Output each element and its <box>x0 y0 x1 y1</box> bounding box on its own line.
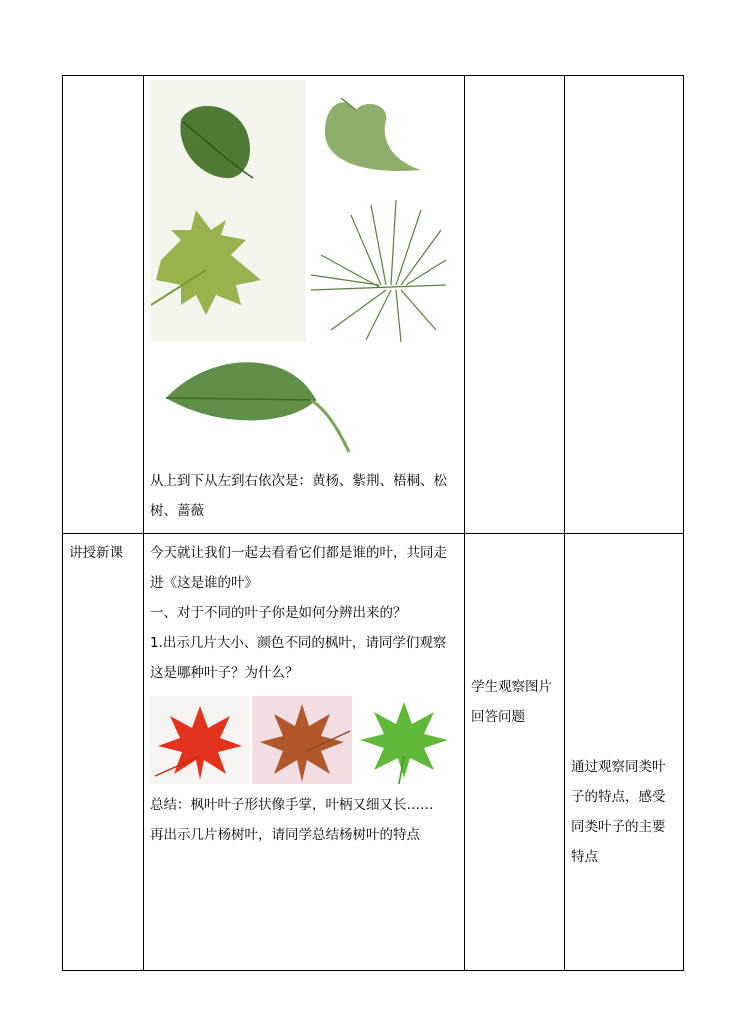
content-line: 一、对于不同的叶子你是如何分辨出来的？ <box>150 605 407 621</box>
rose-leaf-icon <box>166 362 349 452</box>
content-line: 今天就让我们一起去看看它们都是谁的叶，共同走 <box>150 545 447 561</box>
stage-cell-empty <box>63 76 144 534</box>
content-line: 这是哪种叶子？为什么？ <box>150 665 299 681</box>
stage-cell <box>63 534 144 971</box>
summary-line: 再出示几片杨树叶，请同学总结杨树叶的特点 <box>150 827 420 843</box>
design-intent-line: 子的特点，感受 <box>571 789 666 805</box>
maple-leaf-images <box>150 696 458 784</box>
pine-needles-icon <box>311 200 446 342</box>
lesson-plan-table <box>62 75 684 971</box>
student-cell-empty <box>465 76 565 534</box>
intent-cell-empty <box>565 76 684 534</box>
student-activity-line: 学生观察图片 <box>471 679 552 695</box>
autumn-maple-leaf-icon <box>252 696 352 784</box>
content-cell <box>144 534 465 971</box>
table-row <box>63 534 684 971</box>
red-maple-leaf-icon <box>150 696 250 784</box>
leaf-image-collage <box>151 80 451 460</box>
content-line: 1.出示几片大小、颜色不同的枫叶，请同学们观察 <box>150 635 447 651</box>
content-cell-leaves <box>144 76 465 534</box>
redbud-leaf-icon <box>325 98 421 171</box>
design-intent-line: 特点 <box>571 849 598 865</box>
green-maple-leaf-icon <box>354 696 454 784</box>
content-line: 进《这是谁的叶》 <box>150 575 258 591</box>
design-intent-cell <box>565 534 684 971</box>
leaf-collage-svg <box>151 80 451 460</box>
image-caption-line: 从上到下从左到右依次是：黄杨、紫荆、梧桐、松 <box>150 473 447 489</box>
stage-label: 讲授新课 <box>69 545 123 561</box>
design-intent-line: 同类叶子的主要 <box>571 819 666 835</box>
student-activity-cell <box>465 534 565 971</box>
student-activity-line: 回答问题 <box>471 709 525 725</box>
design-intent-line: 通过观察同类叶 <box>571 759 666 775</box>
summary-line: 总结：枫叶叶子形状像手掌，叶柄又细又长…… <box>150 797 434 813</box>
image-caption-line: 树、蔷薇 <box>150 503 204 519</box>
table-row <box>63 76 684 534</box>
